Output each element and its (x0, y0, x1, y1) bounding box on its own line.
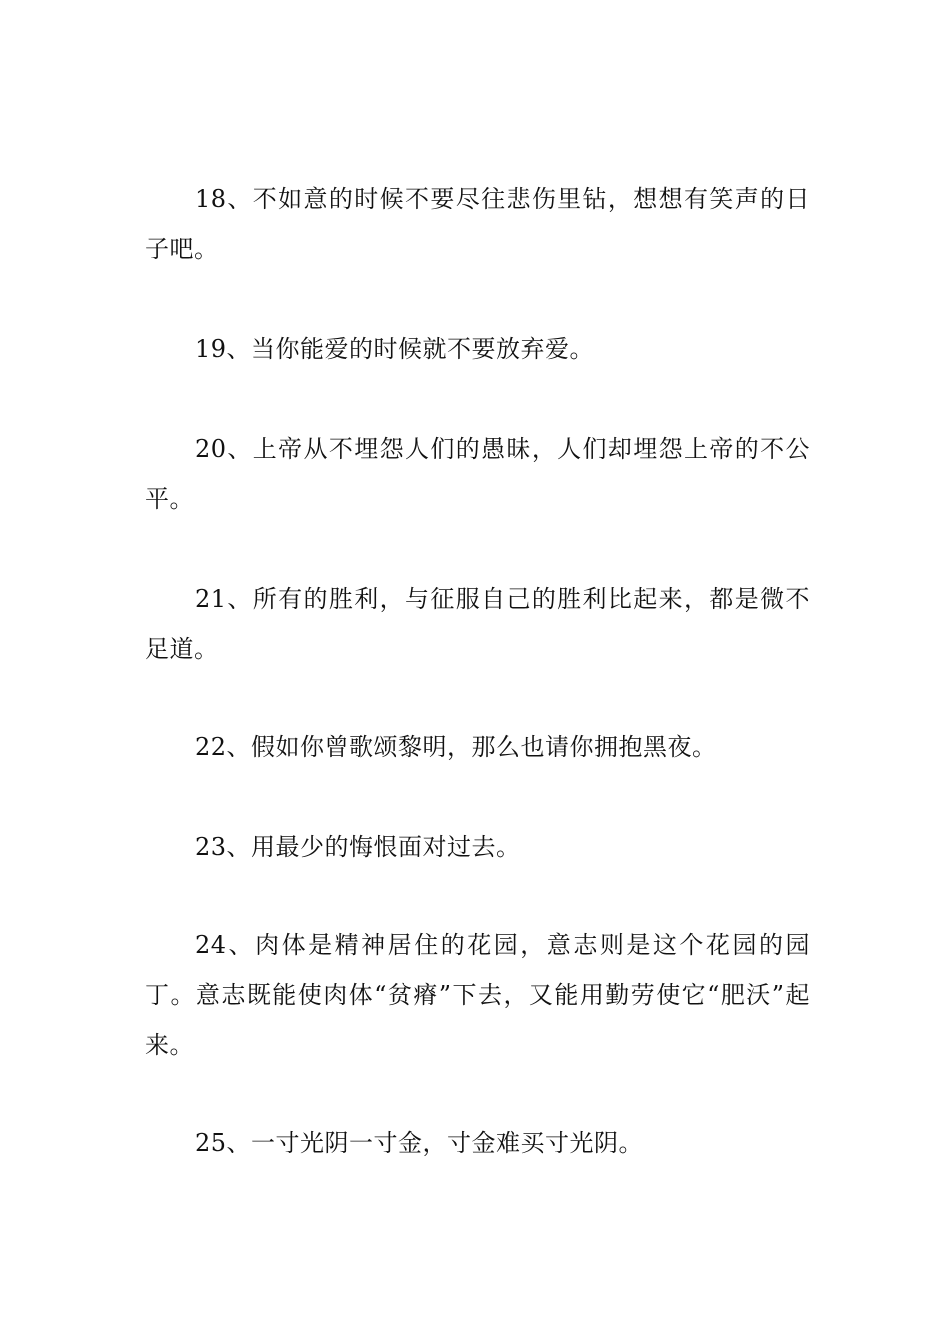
quote-paragraph-18: 18、不如意的时候不要尽往悲伤里钻，想想有笑声的日子吧。 (145, 185, 810, 263)
quote-paragraph-21: 21、所有的胜利，与征服自己的胜利比起来，都是微不足道。 (145, 585, 810, 663)
quote-paragraph-22: 22、假如你曾歌颂黎明，那么也请你拥抱黑夜。 (195, 733, 717, 761)
quote-paragraph-23: 23、用最少的悔恨面对过去。 (195, 833, 521, 861)
quote-paragraph-25: 25、一寸光阴一寸金，寸金难买寸光阴。 (195, 1129, 644, 1157)
quote-paragraph-19: 19、当你能爱的时候就不要放弃爱。 (195, 335, 595, 363)
quote-paragraph-24: 24、肉体是精神居住的花园，意志则是这个花园的园丁。意志既能使肉体“贫瘠”下去，又能用勤劳使它“肥沃”起来。 (145, 931, 810, 1059)
quote-paragraph-20: 20、上帝从不埋怨人们的愚昧，人们却埋怨上帝的不公平。 (145, 435, 810, 513)
